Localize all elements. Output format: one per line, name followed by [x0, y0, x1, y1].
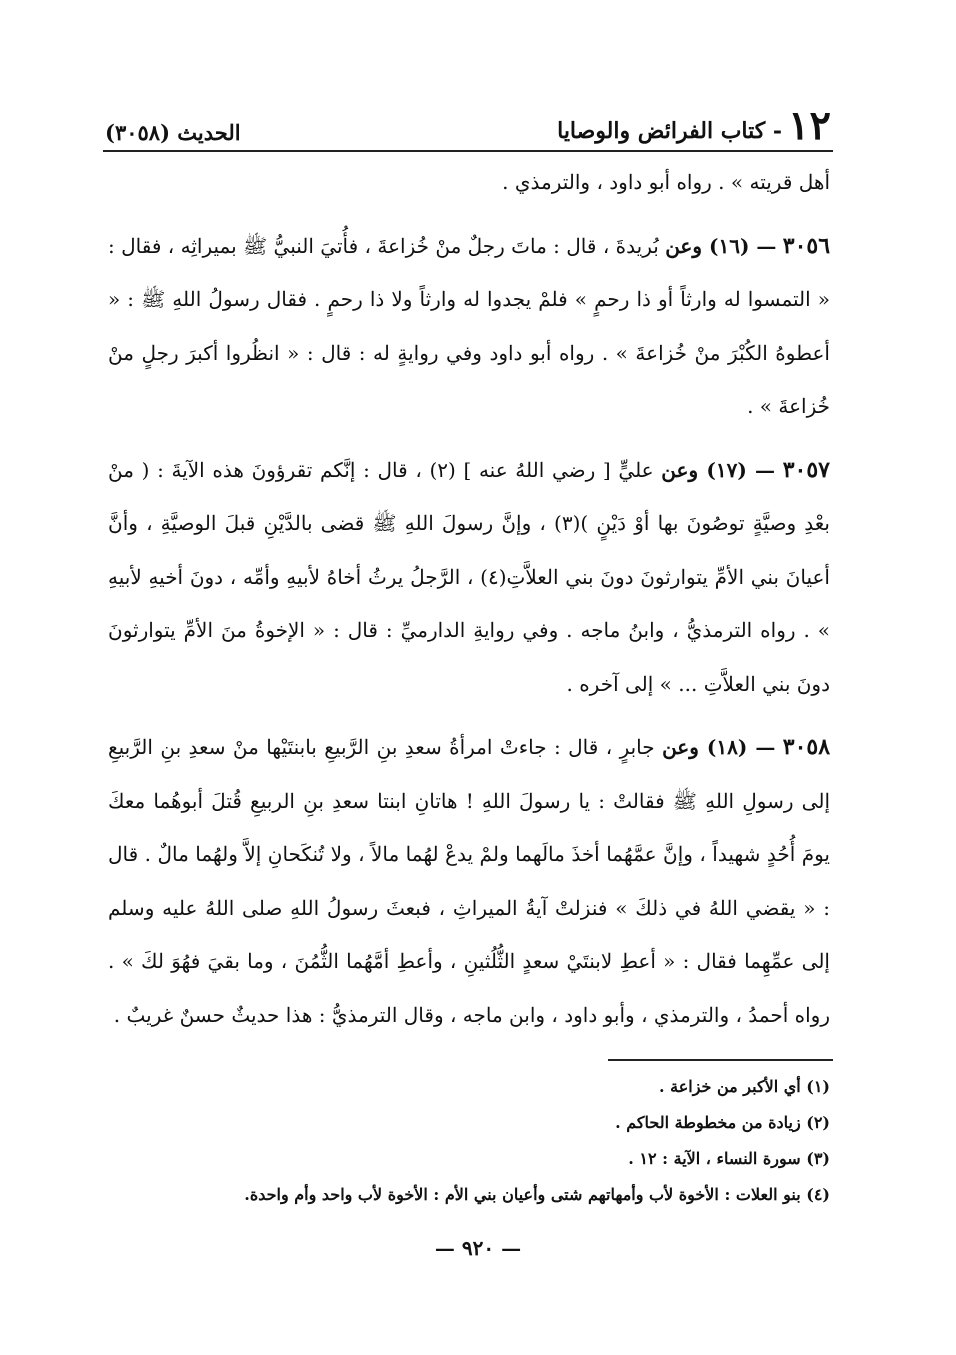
- paragraph-text: عليٍّ [ رضي اللهُ عنه ] (٢) ، قال : إنَّكم تقرؤونَ هذه الآيةَ : ( منْ بعْدِ وصيَّةٍ توصُونَ بها أوْ دَيْنٍ )(٣) ، وإنَّ رسولَ اللهِ ﷺ قضى بالدَّيْنِ قبلَ الوصيَّةِ ، وأنَّ أعيانَ بني الأمِّ يتوارثونَ دونَ بني العلاَّتِ(٤) ، الرَّجلُ يرثُ أخاهُ لأبيهِ وأمِّه ، دونَ أخيهِ لأبيهِ » . رواه الترمذيُّ ، وابنُ ماجه . وفي روايةِ الدارميِّ : قال : « الإخوةُ منَ الأمِّ يتوارثونَ دونَ بني العلاَّتِ ... » إلى آخره .: [108, 457, 830, 696]
- header-divider: [103, 150, 833, 152]
- hadith-sub-number: — (١٦) وعن: [665, 233, 777, 258]
- footnote: (٤) بنو العلات : الأخوة لأب وأمهاتهم شتى وأعيان بني الأم : الأخوة لأب واحد وأم واحدة.: [244, 1185, 830, 1204]
- paragraph-text: أهل قريته » . رواه أبو داود ، والترمذي .: [502, 170, 830, 194]
- hadith-number: ٣٠٥٧: [782, 456, 830, 483]
- page-number: — ٩٢٠ —: [434, 1236, 522, 1260]
- chapter-number: ١٢: [788, 102, 831, 149]
- continuation-paragraph: [108, 156, 830, 210]
- chapter-title: - كتاب الفرائض والوصايا: [557, 118, 783, 145]
- hadith-paragraph: [108, 220, 830, 434]
- footnote: (٣) سورة النساء ، الآية : ١٢ .: [628, 1149, 830, 1168]
- paragraph-text: بُريدةَ ، قال : ماتَ رجلٌ منْ خُزاعةَ ، فأُتيَ النبيُّ ﷺ بميراثِه ، فقال : « التمسوا له وارثاً أو ذا رحمٍ » فلمْ يجدوا له وارثاً ولا ذا رحمٍ . فقال رسولُ اللهِ ﷺ : « أعطوهُ الكُبْرَ منْ خُزاعةَ » . رواه أبو داود وفي روايةٍ له : قال : « انظُروا أكبرَ رجلٍ منْ خُزاعةَ » .: [108, 233, 830, 418]
- footnotes: [108, 1069, 830, 1213]
- footnote: (١) أي الأكبر من خزاعة .: [658, 1077, 830, 1096]
- chapter-heading: [557, 102, 831, 149]
- paragraph-text: جابرٍ ، قال : جاءتْ امرأةُ سعدِ بنِ الرَّبيعِ بابنتَيْها منْ سعدِ بنِ الرَّبيعِ إلى رسولِ اللهِ ﷺ فقالتْ : يا رسولَ اللهِ ! هاتانِ ابنتا سعدِ بنِ الربيعِ قُتلَ أبوهُما معكَ يومَ أُحُدٍ شهيداً ، وإنَّ عمَّهُما أخذَ مالَهما ولمْ يدعْ لهُما مالاً ، ولا تُنكَحانِ إلاَّ ولهُما مالٌ . قال : « يقضي اللهُ في ذلكَ » فنزلتْ آيةُ الميراثِ ، فبعثَ رسولُ اللهِ صلى اللهُ عليه وسلم إلى عمِّهِما فقال : « أعطِ لابنتَيْ سعدٍ الثُّلُثينِ ، وأعطِ أمَّهُما الثُّمُنَ ، وما بقيَ فهُوَ لكَ » . رواه أحمدُ ، والترمذي ، وأبو داود ، وابن ماجه ، وقال الترمذيُّ : هذا حديثٌ حسنٌ غريبٌ .: [108, 735, 830, 1027]
- hadith-paragraph: [108, 721, 830, 1042]
- hadith-number: ٣٠٥٦: [782, 232, 831, 259]
- hadith-number: ٣٠٥٨: [782, 734, 831, 760]
- main-text: [108, 156, 830, 1046]
- page-header: [105, 86, 831, 149]
- footnote: (٢) زيادة من مخطوطة الحاكم .: [615, 1113, 830, 1132]
- hadith-range-label: الحديث (٣٠٥٨): [105, 119, 241, 145]
- hadith-paragraph: [108, 444, 830, 712]
- hadith-sub-number: — (١٧) وعن: [661, 457, 776, 482]
- footnote-divider: [608, 1059, 833, 1061]
- hadith-sub-number: — (١٨) وعن: [662, 735, 776, 759]
